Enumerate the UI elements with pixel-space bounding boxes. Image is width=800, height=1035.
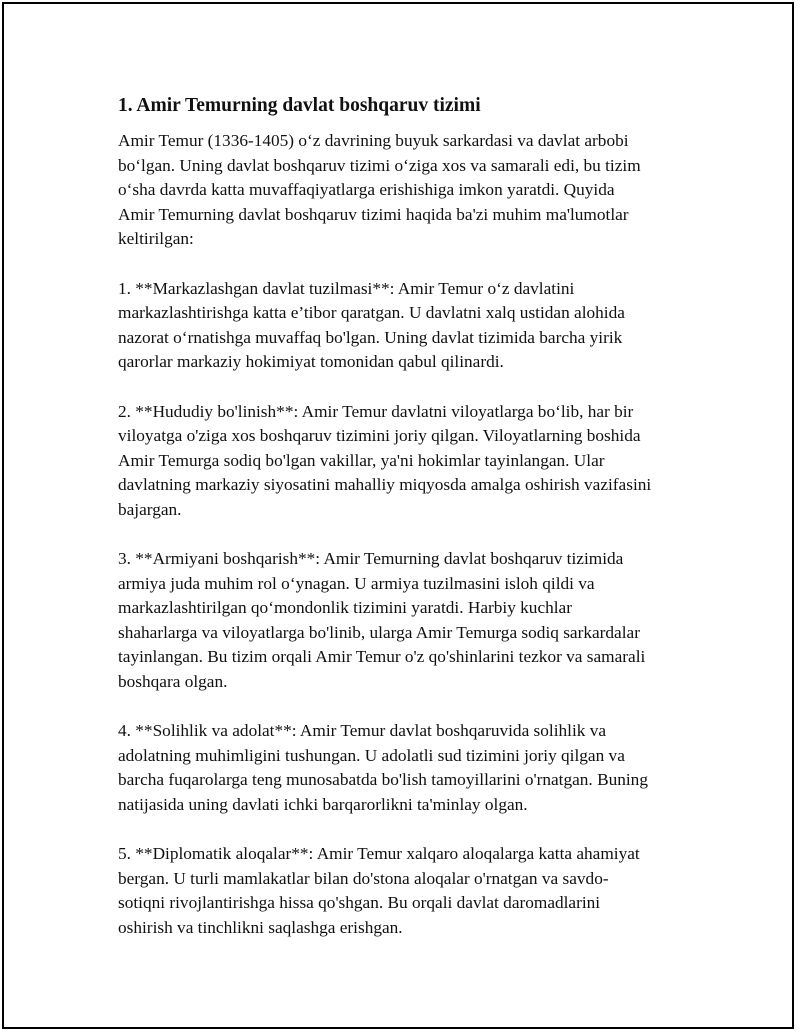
paragraph-line: sotiqni rivojlantirishga hissa qo'shgan. Bu orqali davlat daromadlarini [118, 893, 601, 913]
paragraph-line: bajargan. [118, 499, 182, 519]
paragraph-line: Amir Temurga sodiq bo'lgan vakillar, ya'ni hokimlar tayinlangan. Ular [118, 450, 605, 470]
paragraph-line: bo‘lgan. Uning davlat boshqaruv tizimi o‘ziga xos va samarali edi, bu tizim [118, 155, 641, 175]
paragraph-line: viloyatga o'ziga xos boshqaruv tizimini joriy qilgan. Viloyatlarning boshida [118, 426, 641, 446]
paragraph-line: boshqara olgan. [118, 672, 228, 692]
paragraph-line: Amir Temurning davlat boshqaruv tizimi haqida ba'zi muhim ma'lumotlar [118, 204, 629, 224]
paragraph-line: bergan. U turli mamlakatlar bilan do'stona aloqalar o'rnatgan va savdo- [118, 868, 609, 888]
paragraph-line: keltirilgan: [118, 229, 194, 249]
paragraph-line: adolatning muhimligini tushungan. U adolatli sud tizimini joriy qilgan va [118, 745, 625, 765]
point-paragraph-3 [118, 547, 718, 695]
document-title: 1. Amir Temurning davlat boshqaruv tizimi [118, 95, 481, 116]
paragraph-line: tayinlangan. Bu tizim orqali Amir Temur o'z qo'shinlarini tezkor va samarali [118, 647, 646, 667]
point-paragraph-5 [118, 842, 718, 940]
paragraph-line: qarorlar markaziy hokimiyat tomonidan qabul qilinardi. [118, 352, 504, 372]
paragraph-line: shaharlarga va viloyatlarga bo'linib, ularga Amir Temurga sodiq sarkardalar [118, 622, 640, 642]
paragraph-line: armiya juda muhim rol o‘ynagan. U armiya tuzilmasini isloh qildi va [118, 573, 595, 593]
paragraph-line: Amir Temur (1336-1405) o‘z davrining buyuk sarkardasi va davlat arbobi [118, 131, 629, 150]
paragraph-line: markazlashtirishga katta e’tibor qaratgan. U davlatni xalq ustidan alohida [118, 303, 625, 323]
paragraph-line: o‘sha davrda katta muvaffaqiyatlarga erishishiga imkon yaratdi. Quyida [118, 180, 615, 200]
point-paragraph-1 [118, 277, 718, 375]
paragraph-line: natijasida uning davlati ichki barqarorlikni ta'minlay olgan. [118, 795, 528, 815]
paragraph-line: 3. **Armiyani boshqarish**: Amir Temurning davlat boshqaruv tizimida [118, 549, 624, 569]
paragraph-line: 1. **Markazlashgan davlat tuzilmasi**: Amir Temur o‘z davlatini [118, 278, 575, 298]
point-paragraph-2 [118, 400, 718, 523]
paragraph-line: 5. **Diplomatik aloqalar**: Amir Temur xalqaro aloqalarga katta ahamiyat [118, 844, 640, 864]
paragraph-line: 2. **Hududiy bo'linish**: Amir Temur davlatni viloyatlarga bo‘lib, har bir [118, 401, 634, 421]
paragraph-line: oshirish va tinchlikni saqlashga erishgan. [118, 918, 403, 937]
paragraph-line: davlatning markaziy siyosatini mahalliy miqyosda amalga oshirish vazifasini [118, 475, 652, 495]
paragraph-line: markazlashtirilgan qo‘mondonlik tizimini yaratdi. Harbiy kuchlar [118, 598, 572, 618]
intro-paragraph [118, 129, 718, 252]
point-paragraph-4 [118, 719, 718, 817]
paragraph-line: barcha fuqarolarga teng munosabatda bo'lish tamoyillarini o'rnatgan. Buning [118, 770, 648, 790]
document-body [118, 93, 718, 965]
paragraph-line: nazorat o‘rnatishga muvaffaq bo'lgan. Uning davlat tizimida barcha yirik [118, 327, 623, 347]
paragraph-line: 4. **Solihlik va adolat**: Amir Temur davlat boshqaruvida solihlik va [118, 721, 607, 741]
